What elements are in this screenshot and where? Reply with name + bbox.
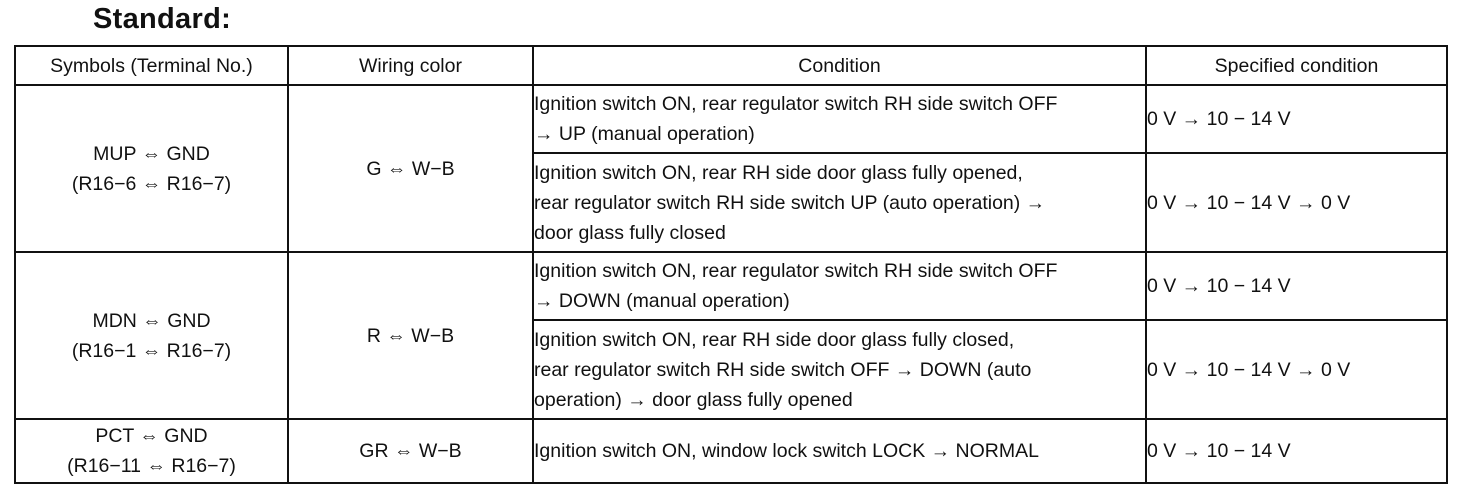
condition-line: → UP (manual operation) bbox=[534, 123, 755, 145]
col-header-symbols: Symbols (Terminal No.) bbox=[15, 46, 288, 85]
condition-cell bbox=[533, 153, 1146, 252]
table-row bbox=[15, 85, 1447, 153]
table-row bbox=[15, 419, 1447, 483]
wiring-cell: G ⇔ W−B bbox=[288, 85, 533, 252]
condition-line: Ignition switch ON, window lock switch LOCK → NORMAL bbox=[534, 440, 1039, 462]
condition-line: Ignition switch ON, rear regulator switch RH side switch OFF bbox=[534, 260, 1058, 282]
condition-line: rear regulator switch RH side switch OFF → DOWN (auto bbox=[534, 358, 1032, 381]
header-row bbox=[15, 46, 1447, 85]
section-heading: Standard: bbox=[93, 3, 232, 35]
condition-line: door glass fully closed bbox=[534, 221, 726, 244]
condition-cell bbox=[533, 320, 1146, 419]
symbol-cell bbox=[15, 85, 288, 252]
table-row bbox=[15, 252, 1447, 320]
condition-line: Ignition switch ON, rear regulator switch RH side switch OFF bbox=[534, 93, 1058, 115]
condition-cell bbox=[533, 85, 1146, 153]
specified-cell: 0 V → 10 − 14 V → 0 V bbox=[1146, 153, 1447, 252]
col-header-wiring: Wiring color bbox=[288, 46, 533, 85]
condition-line: operation) → door glass fully opened bbox=[534, 388, 853, 411]
condition-line: rear regulator switch RH side switch UP (auto operation) → bbox=[534, 191, 1046, 214]
condition-line: → DOWN (manual operation) bbox=[534, 290, 790, 312]
symbol-name: MUP ⇔ GND bbox=[93, 142, 210, 165]
condition-line: Ignition switch ON, rear RH side door glass fully closed, bbox=[534, 328, 1015, 351]
condition-cell bbox=[533, 252, 1146, 320]
terminal-no: (R16−1 ⇔ R16−7) bbox=[71, 339, 232, 362]
specified-cell: 0 V → 10 − 14 V bbox=[1146, 419, 1447, 483]
symbol-name: MDN ⇔ GND bbox=[92, 309, 211, 332]
condition-line: Ignition switch ON, rear RH side door glass fully opened, bbox=[534, 161, 1023, 184]
wiring-cell: R ⇔ W−B bbox=[288, 252, 533, 419]
col-header-condition: Condition bbox=[533, 46, 1146, 85]
condition-cell bbox=[533, 419, 1146, 483]
specified-cell: 0 V → 10 − 14 V bbox=[1146, 252, 1447, 320]
symbol-cell bbox=[15, 419, 288, 483]
terminal-no: (R16−11 ⇔ R16−7) bbox=[67, 455, 236, 477]
symbol-name: PCT ⇔ GND bbox=[95, 425, 208, 447]
wiring-cell: GR ⇔ W−B bbox=[288, 419, 533, 483]
col-header-specified: Specified condition bbox=[1146, 46, 1447, 85]
symbol-cell bbox=[15, 252, 288, 419]
specified-cell: 0 V → 10 − 14 V → 0 V bbox=[1146, 320, 1447, 419]
terminal-no: (R16−6 ⇔ R16−7) bbox=[71, 172, 232, 195]
spec-table bbox=[14, 45, 1448, 484]
specified-cell: 0 V → 10 − 14 V bbox=[1146, 85, 1447, 153]
